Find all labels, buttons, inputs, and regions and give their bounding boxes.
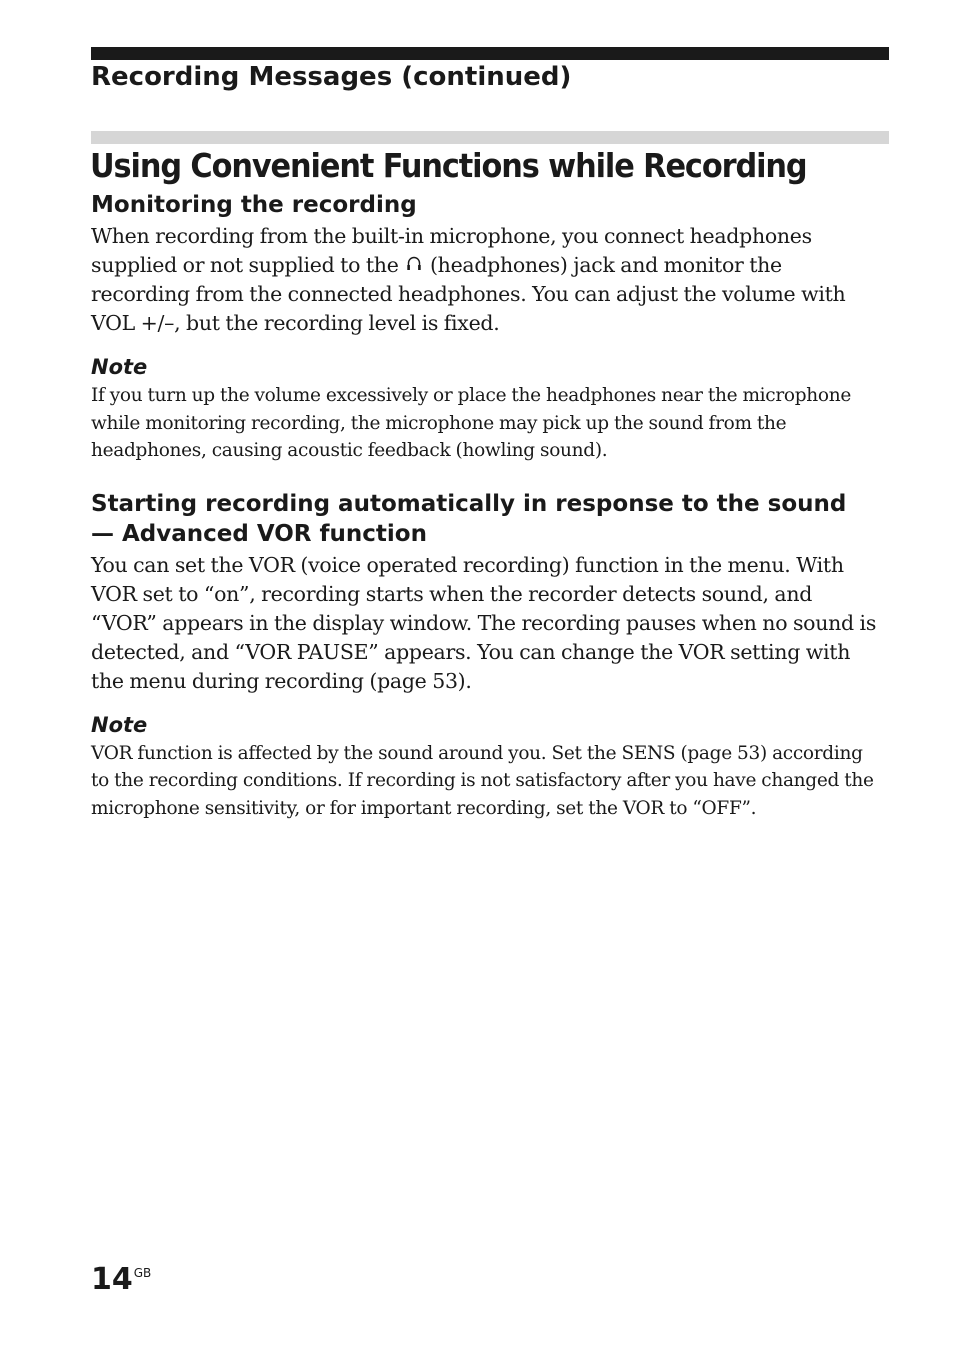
- vor-heading-line2: — Advanced VOR function: [91, 520, 427, 547]
- page-number: [91, 1262, 151, 1297]
- vor-body: You can set the VOR (voice operated recording) function in the menu. With VOR set to “on”, recording starts when the recorder detects sound, and “VOR” appears in the display window. The recording pauses when no sound is detected, and “VOR PAUSE” appears. You can change the VOR setting with the menu during recording (page 53).: [91, 552, 877, 693]
- vor-heading: [91, 489, 881, 549]
- vor-note-label: Note: [91, 712, 148, 737]
- headphone-icon: [406, 254, 422, 272]
- page-number-value: 14: [91, 1262, 133, 1297]
- page-number-suffix: GB: [133, 1266, 152, 1280]
- monitoring-body: [91, 222, 881, 338]
- page-content: [91, 190, 881, 822]
- monitoring-body-part2: (headphones) jack and monitor the recording from the connected headphones. You can adjust the volume with VOL +/–, but the recording level is fixed.: [91, 253, 846, 335]
- section-title: Using Convenient Functions while Recording: [90, 146, 807, 185]
- running-head: Recording Messages (continued): [91, 62, 572, 92]
- vor-note-text: VOR function is affected by the sound around you. Set the SENS (page 53) according to the recording conditions. If recording is not satisfactory after you have changed the microphone sensitivity, or for important recording, set the VOR to “OFF”.: [91, 742, 874, 819]
- monitoring-heading: Monitoring the recording: [91, 192, 417, 218]
- section-rule: [91, 131, 889, 144]
- monitoring-note-label: Note: [91, 355, 148, 379]
- monitoring-body-part1: When recording from the built-in microphone, you connect headphones supplied or not supplied to the: [91, 224, 812, 277]
- monitoring-note-text: If you turn up the volume excessively or place the headphones near the microphone while monitoring recording, the microphone may pick up the sound from the headphones, causing acoustic feedback (howling sound).: [91, 385, 852, 461]
- vor-heading-line1: Starting recording automatically in response to the sound: [91, 490, 847, 517]
- top-rule: [91, 47, 889, 60]
